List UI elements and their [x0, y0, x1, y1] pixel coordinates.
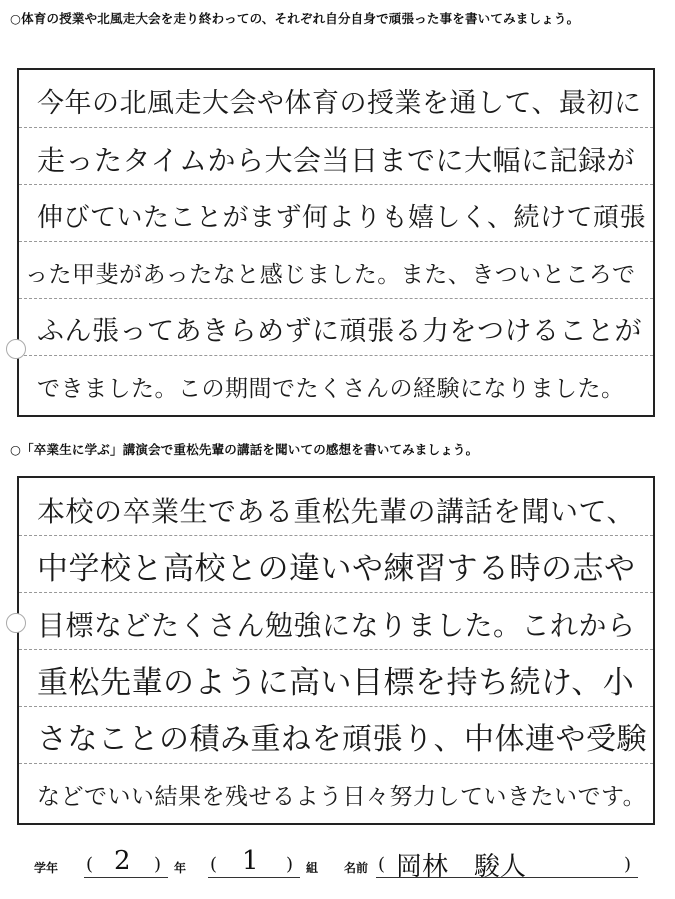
answer-2-line-3: 目標などたくさん勉強になりました。これから — [37, 609, 636, 642]
answer-box-2[interactable] — [17, 476, 655, 825]
binder-hole — [6, 613, 26, 633]
answer-1-line-3: 伸びていたことがまず何よりも嬉しく、続けて頑張 — [37, 203, 646, 233]
grade-value[interactable]: 2 — [114, 846, 131, 876]
ruled-line — [19, 241, 653, 242]
name-value[interactable]: 岡林 駿人 — [396, 852, 527, 882]
student-info-row — [34, 846, 654, 882]
question-1-prompt: ○体育の授業や北風走大会を走り終わっての、それぞれ自分自身で頑張った事を書いてみましょう。 — [10, 11, 580, 26]
ruled-line — [19, 184, 653, 185]
answer-1-line-4: った甲斐があったなと感じました。また、きついところで — [25, 262, 636, 288]
answer-2-line-4: 重松先輩のように高い目標を持ち続け、小 — [37, 666, 635, 700]
open-paren: ( — [378, 854, 386, 875]
year-label: 年 — [174, 861, 187, 875]
question-2-prompt: ○「卒業生に学ぶ」講演会で重松先輩の講話を聞いての感想を書いてみましょう。 — [10, 442, 479, 457]
ruled-line — [19, 127, 653, 128]
ruled-line — [19, 355, 653, 356]
answer-2-line-6: などでいい結果を残せるよう日々努力していきたいです。 — [37, 784, 647, 810]
open-paren: ( — [210, 854, 218, 875]
answer-2-line-1: 本校の卒業生である重松先輩の講話を聞いて、 — [37, 495, 635, 528]
answer-1-line-1: 今年の北風走大会や体育の授業を通して、最初に — [37, 88, 642, 119]
close-paren: ) — [624, 854, 632, 875]
answer-2-line-5: さなことの積み重ねを頑張り、中体連や受験 — [37, 723, 647, 757]
binder-hole — [6, 339, 26, 359]
ruled-line — [19, 706, 653, 707]
answer-1-line-2: 走ったタイムから大会当日までに大幅に記録が — [37, 144, 635, 177]
answer-2-line-2: 中学校と高校との違いや練習する時の志や — [37, 552, 636, 586]
class-value[interactable]: 1 — [242, 846, 259, 876]
answer-1-line-5: ふん張ってあきらめずに頑張る力をつけることが — [37, 316, 642, 347]
ruled-line — [19, 298, 653, 299]
ruled-line — [19, 535, 653, 536]
grade-underline — [84, 877, 168, 878]
name-label: 名前 — [344, 861, 369, 875]
ruled-line — [19, 592, 653, 593]
close-paren: ) — [154, 854, 162, 875]
answer-1-line-6: できました。この期間でたくさんの経験になりました。 — [37, 376, 625, 402]
name-underline — [376, 877, 638, 878]
grade-label: 学年 — [34, 861, 59, 875]
class-label: 組 — [306, 861, 319, 875]
open-paren: ( — [86, 854, 94, 875]
ruled-line — [19, 763, 653, 764]
answer-box-1[interactable] — [17, 68, 655, 417]
ruled-line — [19, 649, 653, 650]
close-paren: ) — [286, 854, 294, 875]
class-underline — [208, 877, 300, 878]
